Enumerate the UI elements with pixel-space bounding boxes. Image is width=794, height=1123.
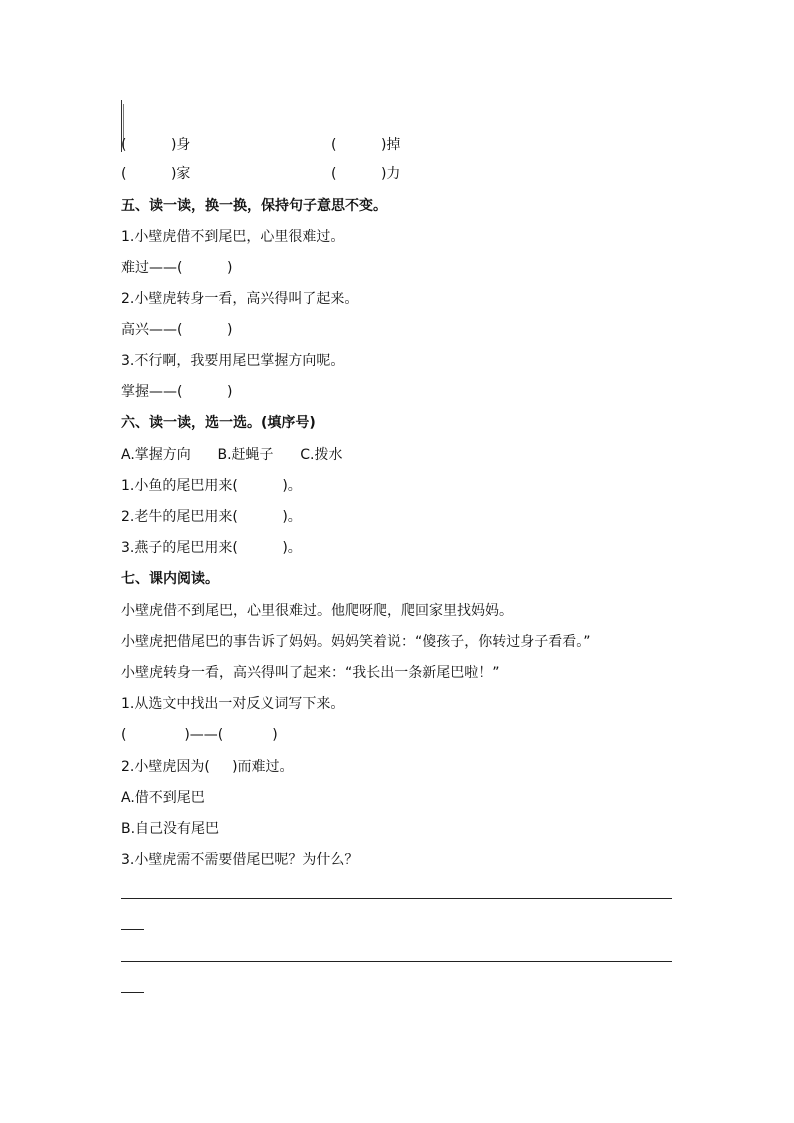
fill-row-2-right: ( )力 [331,166,401,182]
section-5-question-3: 3.不行啊，我要用尾巴掌握方向呢。 [121,353,345,369]
section-5-title: 五、读一读，换一换，保持句子意思不变。 [121,198,387,214]
section-6-title: 六、读一读，选一选。(填序号) [121,415,316,431]
section-6-question-2: 2.老牛的尾巴用来( )。 [121,509,302,525]
section-7-question-1: 1.从选文中找出一对反义词写下来。 [121,696,345,712]
section-5-answer-3: 掌握——( ) [121,384,233,400]
section-7-answer-1: ( )——( ) [121,727,278,743]
section-6-question-3: 3.燕子的尾巴用来( )。 [121,540,302,556]
section-5-answer-2: 高兴——( ) [121,322,233,338]
section-5-answer-1: 难过——( ) [121,260,233,276]
answer-line-1 [121,898,672,899]
section-5-question-2: 2.小壁虎转身一看，高兴得叫了起来。 [121,291,359,307]
section-6-options: A.掌握方向 B.赶蝇子 C.拨水 [121,447,343,463]
answer-line-2-continuation [121,992,144,993]
reading-paragraph-2: 小壁虎把借尾巴的事告诉了妈妈。妈妈笑着说：“傻孩子，你转过身子看看。” [121,634,591,650]
section-7-option-a: A.借不到尾巴 [121,790,205,806]
answer-line-1-continuation [121,929,144,930]
section-7-question-3: 3.小壁虎需不需要借尾巴呢？为什么？ [121,852,359,868]
section-7-option-b: B.自己没有尾巴 [121,821,220,837]
fill-row-2-left: ( )家 [121,166,191,182]
reading-paragraph-1: 小壁虎借不到尾巴，心里很难过。他爬呀爬，爬回家里找妈妈。 [121,603,513,619]
reading-paragraph-3: 小壁虎转身一看，高兴得叫了起来：“我长出一条新尾巴啦！” [121,665,500,681]
section-6-question-1: 1.小鱼的尾巴用来( )。 [121,478,302,494]
fill-row-1-right: ( )掉 [331,137,401,153]
section-7-title: 七、课内阅读。 [121,571,219,587]
section-5-question-1: 1.小壁虎借不到尾巴，心里很难过。 [121,229,345,245]
fill-row-1-left: ( )身 [121,137,191,153]
section-7-question-2: 2.小壁虎因为( )而难过。 [121,759,294,775]
answer-line-2 [121,961,672,962]
